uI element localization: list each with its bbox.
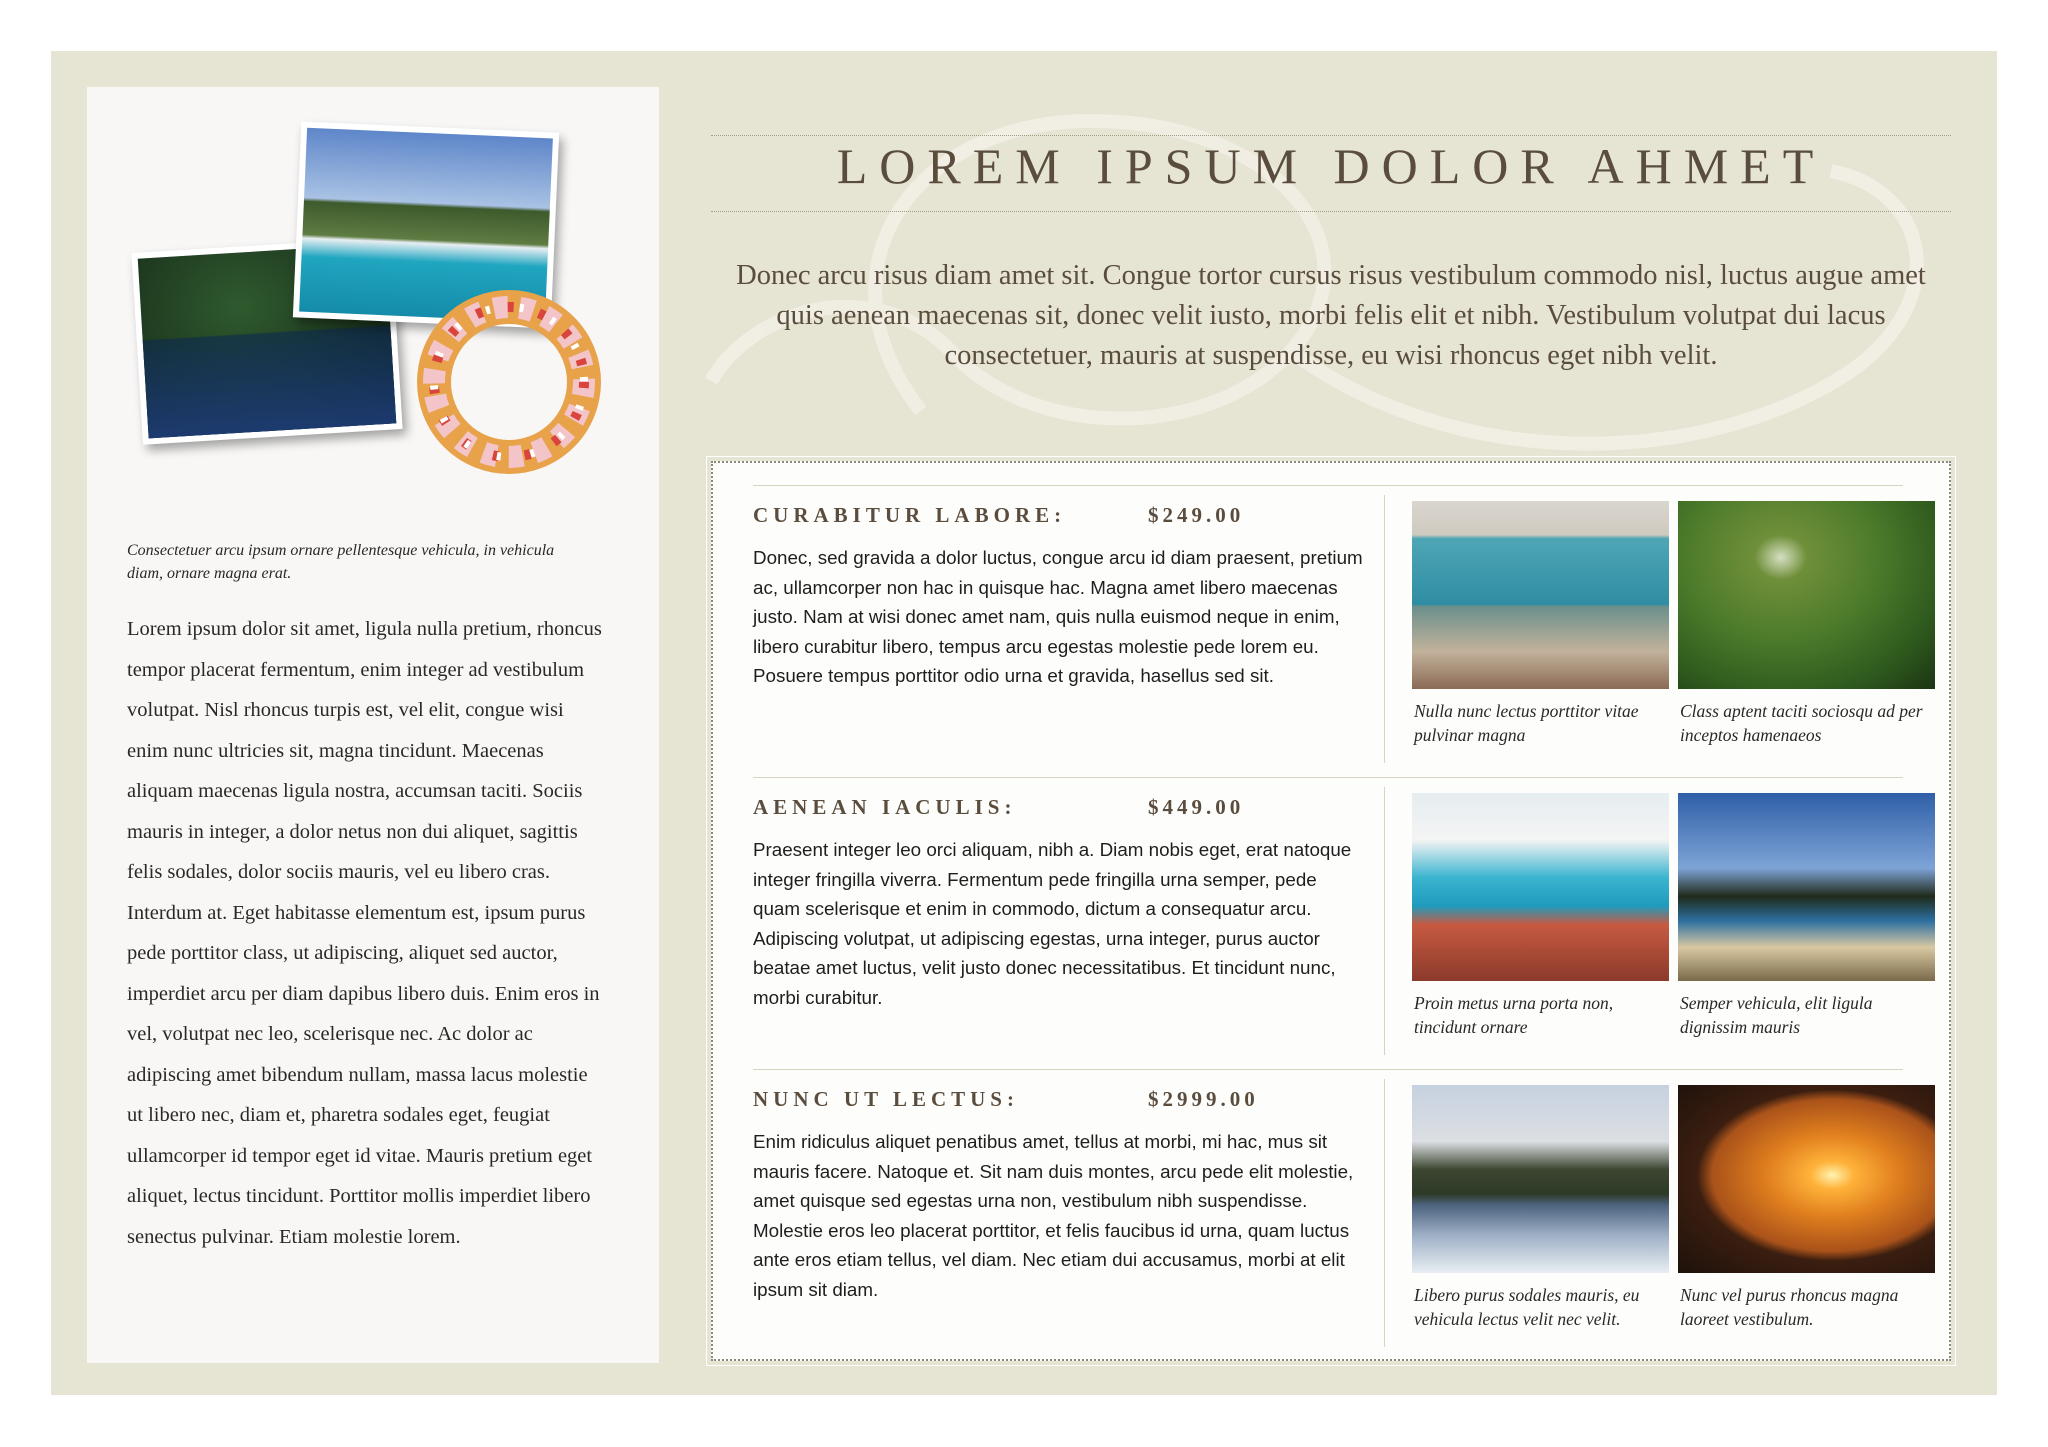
- title-top-rule: [711, 135, 1951, 136]
- sunset-photo: [1678, 1085, 1935, 1273]
- beach-village-photo: [1412, 1085, 1669, 1273]
- package-description: Enim ridiculus aliquet penatibus amet, tellus at morbi, mi hac, mus sit mauris facere. Natoque et. Sit nam duis montes, arcu pede elit molestie, amet quisque sed egestas urna non, vestibulum nibh suspendisse. Molestie eros leo placerat porttitor, et felis faucibus id urna, quam luctus ante eros etiam tellus, vel diam. Nec etiam dui accusamus, morbi at elit ipsum sit diam.: [753, 1131, 1354, 1300]
- package-price: $249.00: [1148, 503, 1245, 527]
- package-item: [753, 777, 1903, 1057]
- photo-caption: Semper vehicula, elit ligula dignissim mauris: [1680, 993, 1873, 1037]
- packages-card: [711, 461, 1951, 1361]
- title-bottom-rule: [711, 211, 1951, 212]
- package-item: [753, 1069, 1903, 1349]
- column-divider: [1384, 495, 1385, 763]
- column-divider: [1384, 787, 1385, 1055]
- brochure-page: [51, 51, 1997, 1395]
- package-item: [753, 485, 1923, 765]
- photo-caption: Libero purus sodales mauris, eu vehicula lectus velit nec velit.: [1414, 1285, 1640, 1329]
- package-divider: [753, 1069, 1903, 1070]
- waterfall-photo: [1678, 501, 1935, 689]
- package-name: AENEAN IACULIS:: [753, 795, 1017, 819]
- package-price: $449.00: [1148, 795, 1245, 819]
- package-description: Donec, sed gravida a dolor luctus, congue arcu id diam praesent, pretium ac, ullamcorper non hac in quisque hac. Magna amet libero maecenas justo. Nam at wisi donec amet nam, quis nulla euismod neque in enim, libero curabitur libero, tempus arcu egestas molestie pede lorem eu. Posuere tempus porttitor odio urna et gravida, hasellus sed sit.: [753, 547, 1363, 686]
- photo-caption: Nunc vel purus rhoncus magna laoreet vestibulum.: [1680, 1285, 1899, 1329]
- package-price: $2999.00: [1148, 1087, 1259, 1111]
- poolside-photo: [1412, 793, 1669, 981]
- column-divider: [1384, 1079, 1385, 1347]
- palm-beach-photo: [1678, 793, 1935, 981]
- flower-lei-image: [409, 272, 609, 492]
- photo-caption: Nulla nunc lectus porttitor vitae pulvinar magna: [1414, 701, 1639, 745]
- page-title: LOREM IPSUM DOLOR AHMET: [836, 138, 1826, 194]
- photo-caption: Class aptent taciti sociosqu ad per inceptos hamenaeos: [1680, 701, 1923, 745]
- package-divider: [753, 777, 1903, 778]
- left-body-text: Lorem ipsum dolor sit amet, ligula nulla pretium, rhoncus tempor placerat fermentum, enim integer ad vestibulum volutpat. Nisl rhoncus turpis est, vel elit, congue wisi enim nunc ultricies sit, magna tincidunt. Maecenas aliquam maecenas ligula nostra, accumsan taciti. Sociis mauris in integer, a dolor netus non dui aliquet, sagittis felis sodales, dolor sociis mauris, vel eu libero cras. Interdum at. Eget habitasse elementum est, ipsum purus pede porttitor class, ut adipiscing, aliquet sed auctor, imperdiet arcu per diam dapibus libero duis. Enim eros in vel, volutpat nec leo, scelerisque nec. Ac dolor ac adipiscing amet bibendum nullam, massa lacus molestie ut libero nec, diam et, pharetra sodales eget, feugiat ullamcorper id tempor eget id vitae. Mauris pretium eget aliquet, lectus tincidunt. Porttitor mollis imperdiet libero senectus pulvinar. Etiam molestie lorem.: [127, 618, 602, 1248]
- intro-text: Donec arcu risus diam amet sit. Congue tortor cursus risus vestibulum commodo nisl, luctus augue amet quis aenean maecenas sit, donec velit iusto, morbi felis elit et nibh. Vestibulum volutpat dui lacus consectetuer, mauris at suspendisse, eu wisi rhoncus eget nibh velit.: [736, 260, 1926, 371]
- photo-caption: Consectetuer arcu ipsum ornare pellentesque vehicula, in vehicula diam, ornare magna erat.: [127, 542, 555, 582]
- package-description: Praesent integer leo orci aliquam, nibh a. Diam nobis eget, erat natoque integer fringilla viverra. Fermentum pede fringilla urna semper, pede quam scelerisque et enim in commodo, dictum a consequatur arcu. Adipiscing volutpat, ut adipiscing egestas, urna integer, purus auctor beatae amet luctus, velit justo donec necessitatibus. Et tincidunt nunc, morbi curabitur.: [753, 839, 1352, 1008]
- photo-caption: Proin metus urna porta non, tincidunt ornare: [1414, 993, 1614, 1037]
- package-name: CURABITUR LABORE:: [753, 503, 1067, 527]
- package-name: NUNC UT LECTUS:: [753, 1087, 1019, 1111]
- ocean-balcony-photo: [1412, 501, 1669, 689]
- package-divider: [753, 485, 1903, 486]
- left-panel: [87, 87, 659, 1363]
